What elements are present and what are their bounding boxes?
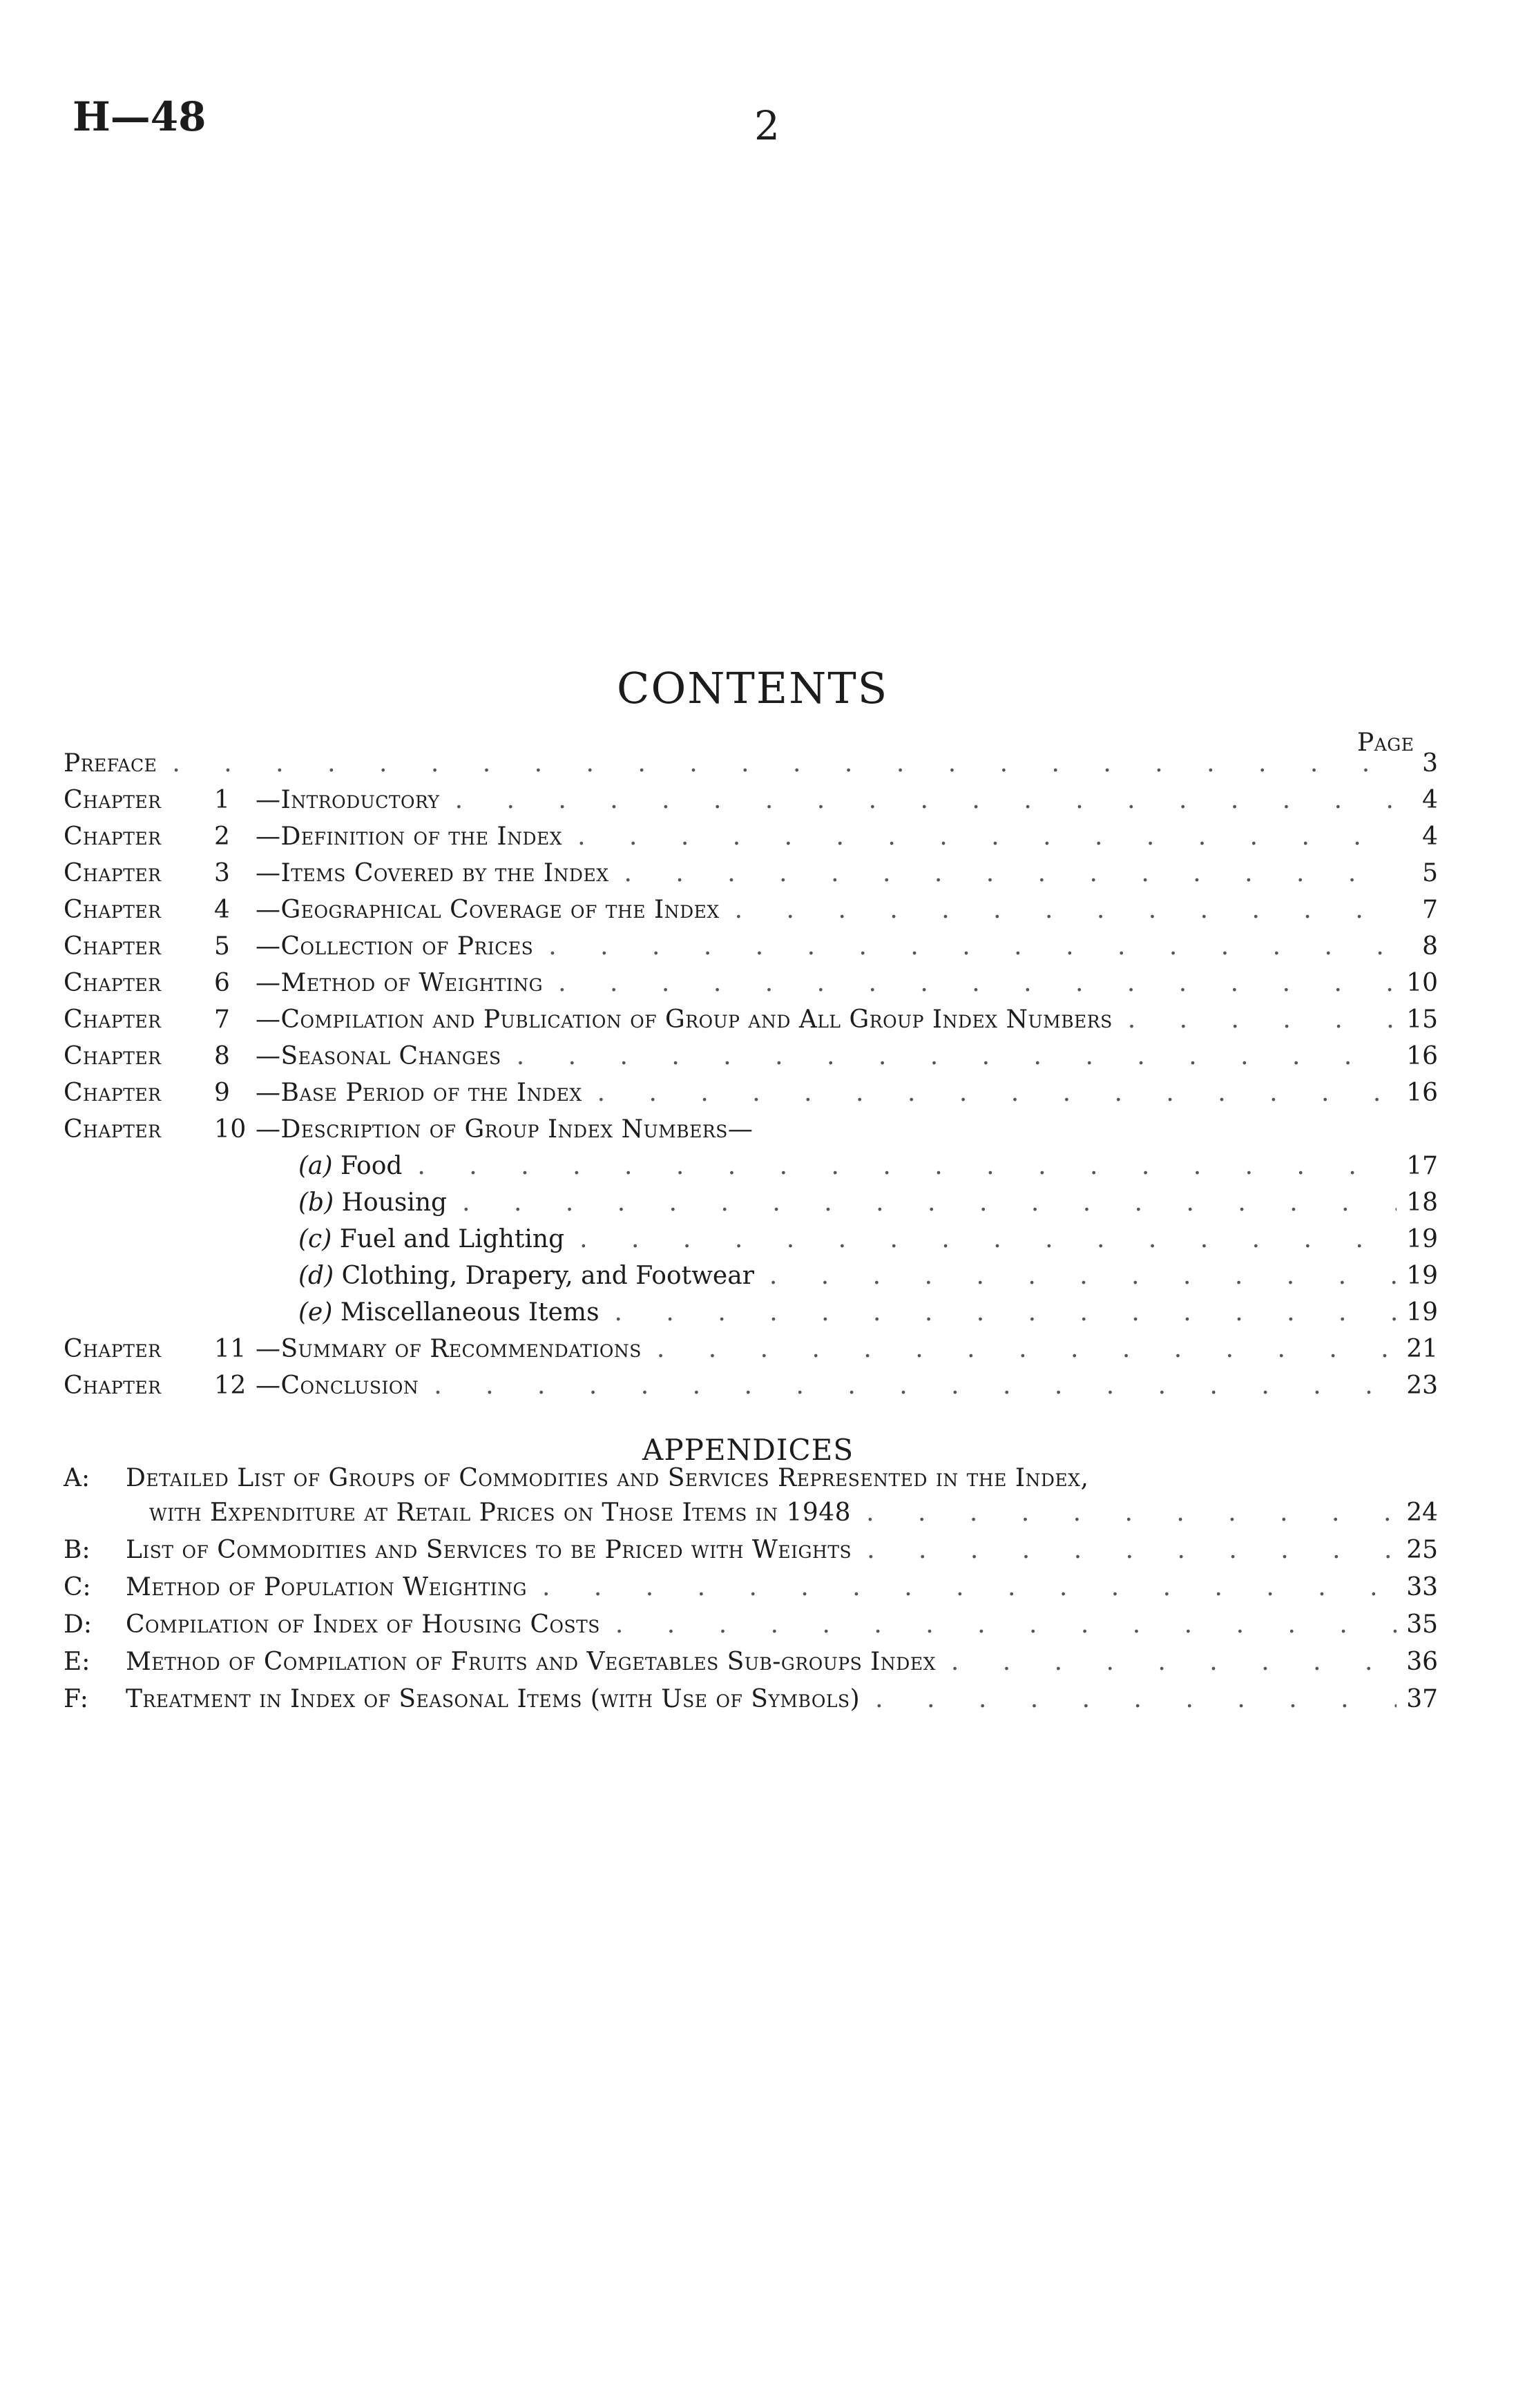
toc-entry-page: 19 bbox=[1406, 1225, 1438, 1253]
toc-entry-chapter[interactable] bbox=[64, 1115, 1438, 1152]
toc-entry-label: —Introductory bbox=[256, 786, 440, 814]
appendix-entry[interactable] bbox=[64, 1573, 1438, 1610]
appendix-label: Treatment in Index of Seasonal Items (with Use of Symbols) bbox=[126, 1685, 861, 1713]
chapter-prefix: Chapter bbox=[64, 932, 162, 961]
document-code: H—48 bbox=[73, 93, 207, 140]
dot-leader bbox=[428, 1371, 1397, 1400]
toc-entry-page: 4 bbox=[1422, 786, 1438, 814]
appendix-page: 36 bbox=[1406, 1648, 1438, 1676]
appendix-entry[interactable] bbox=[64, 1464, 1438, 1499]
appendix-key: E: bbox=[64, 1648, 90, 1676]
appendix-page: 35 bbox=[1406, 1610, 1438, 1639]
toc-entry-preface[interactable] bbox=[64, 749, 1438, 786]
dot-leader bbox=[870, 1685, 1397, 1713]
dot-leader bbox=[609, 1298, 1397, 1327]
dot-leader bbox=[764, 1262, 1397, 1290]
toc-subentry[interactable] bbox=[64, 1262, 1438, 1298]
chapter-number: 11 bbox=[214, 1335, 247, 1363]
dot-leader bbox=[619, 859, 1397, 887]
subentry-letter: (a) bbox=[298, 1152, 333, 1180]
chapter-number: 12 bbox=[214, 1371, 247, 1400]
toc-entry-page: 21 bbox=[1406, 1335, 1438, 1363]
chapter-prefix: Chapter bbox=[64, 1371, 162, 1400]
chapter-prefix: Chapter bbox=[64, 896, 162, 924]
toc-entry-page: 19 bbox=[1406, 1298, 1438, 1327]
toc-entry-page: 17 bbox=[1406, 1152, 1438, 1180]
appendix-label: Method of Population Weighting bbox=[126, 1573, 527, 1601]
toc-entry-page: 16 bbox=[1406, 1042, 1438, 1070]
toc-subentry[interactable] bbox=[64, 1298, 1438, 1335]
toc-subentry[interactable] bbox=[64, 1225, 1438, 1262]
toc-entry-chapter[interactable] bbox=[64, 1042, 1438, 1079]
toc-entry-chapter[interactable] bbox=[64, 1079, 1438, 1115]
appendix-key: A: bbox=[64, 1464, 90, 1492]
toc-entry-chapter[interactable] bbox=[64, 1371, 1438, 1408]
chapter-number: 5 bbox=[214, 932, 231, 961]
dot-leader bbox=[543, 932, 1397, 961]
appendix-key: C: bbox=[64, 1573, 91, 1601]
appendix-page: 24 bbox=[1406, 1499, 1438, 1527]
dot-leader bbox=[651, 1335, 1397, 1363]
toc-entry-page: 5 bbox=[1422, 859, 1438, 887]
page-column-label: Page bbox=[1357, 729, 1414, 757]
dot-leader bbox=[450, 786, 1397, 814]
chapter-prefix: Chapter bbox=[64, 822, 162, 851]
toc-entry-chapter[interactable] bbox=[64, 932, 1438, 969]
dot-leader bbox=[946, 1648, 1397, 1676]
appendix-label: with Expenditure at Retail Prices on Those Items in 1948 bbox=[149, 1499, 852, 1527]
toc-entry-page: 19 bbox=[1406, 1262, 1438, 1290]
toc-subentry[interactable] bbox=[64, 1152, 1438, 1188]
chapter-prefix: Chapter bbox=[64, 1005, 162, 1034]
dot-leader bbox=[457, 1188, 1397, 1217]
toc-entry-label: —Description of Group Index Numbers— bbox=[256, 1115, 754, 1144]
appendix-label: List of Commodities and Services to be Priced with Weights bbox=[126, 1536, 852, 1564]
chapter-number: 1 bbox=[214, 786, 231, 814]
dot-leader bbox=[574, 1225, 1397, 1253]
toc-entry-chapter[interactable] bbox=[64, 786, 1438, 822]
chapter-number: 10 bbox=[214, 1115, 247, 1144]
toc-entry-page: 4 bbox=[1422, 822, 1438, 851]
toc-entry-page: 18 bbox=[1406, 1188, 1438, 1217]
appendix-page: 25 bbox=[1406, 1536, 1438, 1564]
dot-leader bbox=[511, 1042, 1397, 1070]
toc-entry-label: Miscellaneous Items bbox=[340, 1298, 599, 1327]
chapter-number: 4 bbox=[214, 896, 231, 924]
chapter-prefix: Chapter bbox=[64, 969, 162, 997]
dot-leader bbox=[537, 1573, 1397, 1601]
appendix-entry[interactable] bbox=[64, 1685, 1438, 1722]
subentry-letter: (e) bbox=[298, 1298, 333, 1327]
chapter-prefix: Chapter bbox=[64, 1042, 162, 1070]
appendix-label: Compilation of Index of Housing Costs bbox=[126, 1610, 600, 1639]
appendix-page: 37 bbox=[1406, 1685, 1438, 1713]
appendix-entry-continuation[interactable] bbox=[64, 1499, 1438, 1536]
chapter-prefix: Chapter bbox=[64, 1335, 162, 1363]
chapter-number: 2 bbox=[214, 822, 231, 851]
toc-entry-label: —Collection of Prices bbox=[256, 932, 534, 961]
page-number: 2 bbox=[754, 102, 780, 149]
toc-entry-page: 15 bbox=[1406, 1005, 1438, 1034]
contents-title: CONTENTS bbox=[617, 663, 889, 713]
toc-entry-page: 10 bbox=[1406, 969, 1438, 997]
subentry-letter: (d) bbox=[298, 1262, 334, 1290]
dot-leader bbox=[166, 749, 1397, 778]
dot-leader bbox=[572, 822, 1397, 851]
chapter-number: 3 bbox=[214, 859, 231, 887]
appendix-entry[interactable] bbox=[64, 1610, 1438, 1648]
toc-entry-label: —Compilation and Publication of Group and All Group Index Numbers bbox=[256, 1005, 1113, 1034]
toc-entry-chapter[interactable] bbox=[64, 859, 1438, 896]
chapter-number: 6 bbox=[214, 969, 231, 997]
toc-entry-label: —Base Period of the Index bbox=[256, 1079, 582, 1107]
toc-entry-label: —Summary of Recommendations bbox=[256, 1335, 642, 1363]
chapter-prefix: Chapter bbox=[64, 1115, 162, 1144]
subentry-letter: (c) bbox=[298, 1225, 332, 1253]
toc-entry-chapter[interactable] bbox=[64, 1335, 1438, 1371]
toc-entry-page: 3 bbox=[1422, 749, 1438, 778]
toc-entry-label: Clothing, Drapery, and Footwear bbox=[341, 1262, 754, 1290]
toc-entry-chapter[interactable] bbox=[64, 1005, 1438, 1042]
toc-entry-label: —Items Covered by the Index bbox=[256, 859, 609, 887]
toc-entry-chapter[interactable] bbox=[64, 822, 1438, 859]
toc-entry-page: 16 bbox=[1406, 1079, 1438, 1107]
appendix-page: 33 bbox=[1406, 1573, 1438, 1601]
chapter-prefix: Chapter bbox=[64, 859, 162, 887]
toc-entry-label: —Definition of the Index bbox=[256, 822, 563, 851]
appendix-key: D: bbox=[64, 1610, 92, 1639]
dot-leader bbox=[1122, 1005, 1397, 1034]
chapter-number: 9 bbox=[214, 1079, 231, 1107]
appendix-label: Detailed List of Groups of Commodities and Services Represented in the Index, bbox=[126, 1464, 1089, 1492]
dot-leader bbox=[861, 1536, 1397, 1564]
toc-entry-label: Housing bbox=[341, 1188, 448, 1217]
toc-entry-chapter[interactable] bbox=[64, 896, 1438, 932]
toc-subentry[interactable] bbox=[64, 1188, 1438, 1225]
toc-entry-label: Preface bbox=[64, 749, 157, 778]
appendix-label: Method of Compilation of Fruits and Vegetables Sub-groups Index bbox=[126, 1648, 936, 1676]
dot-leader bbox=[553, 969, 1397, 997]
subentry-letter: (b) bbox=[298, 1188, 334, 1217]
toc-entry-label: —Geographical Coverage of the Index bbox=[256, 896, 720, 924]
toc-entry-label: —Conclusion bbox=[256, 1371, 419, 1400]
toc-entry-page: 23 bbox=[1406, 1371, 1438, 1400]
appendix-entry[interactable] bbox=[64, 1648, 1438, 1685]
toc-entry-label: Fuel and Lighting bbox=[339, 1225, 565, 1253]
chapter-prefix: Chapter bbox=[64, 1079, 162, 1107]
appendices-title: APPENDICES bbox=[642, 1433, 854, 1467]
toc-entry-chapter[interactable] bbox=[64, 969, 1438, 1005]
dot-leader bbox=[610, 1610, 1397, 1639]
appendix-entry[interactable] bbox=[64, 1536, 1438, 1573]
dot-leader bbox=[412, 1152, 1397, 1180]
chapter-prefix: Chapter bbox=[64, 786, 162, 814]
dot-leader bbox=[729, 896, 1397, 924]
toc-entry-page: 8 bbox=[1422, 932, 1438, 961]
dot-leader bbox=[861, 1499, 1397, 1527]
toc-entry-label: Food bbox=[340, 1152, 403, 1180]
contents-list bbox=[64, 749, 1438, 1408]
toc-entry-label: —Method of Weighting bbox=[256, 969, 544, 997]
chapter-number: 7 bbox=[214, 1005, 231, 1034]
toc-entry-page: 7 bbox=[1422, 896, 1438, 924]
toc-entry-label: —Seasonal Changes bbox=[256, 1042, 501, 1070]
appendices-list bbox=[64, 1464, 1438, 1722]
appendix-key: F: bbox=[64, 1685, 88, 1713]
appendix-key: B: bbox=[64, 1536, 90, 1564]
chapter-number: 8 bbox=[214, 1042, 231, 1070]
dot-leader bbox=[592, 1079, 1397, 1107]
